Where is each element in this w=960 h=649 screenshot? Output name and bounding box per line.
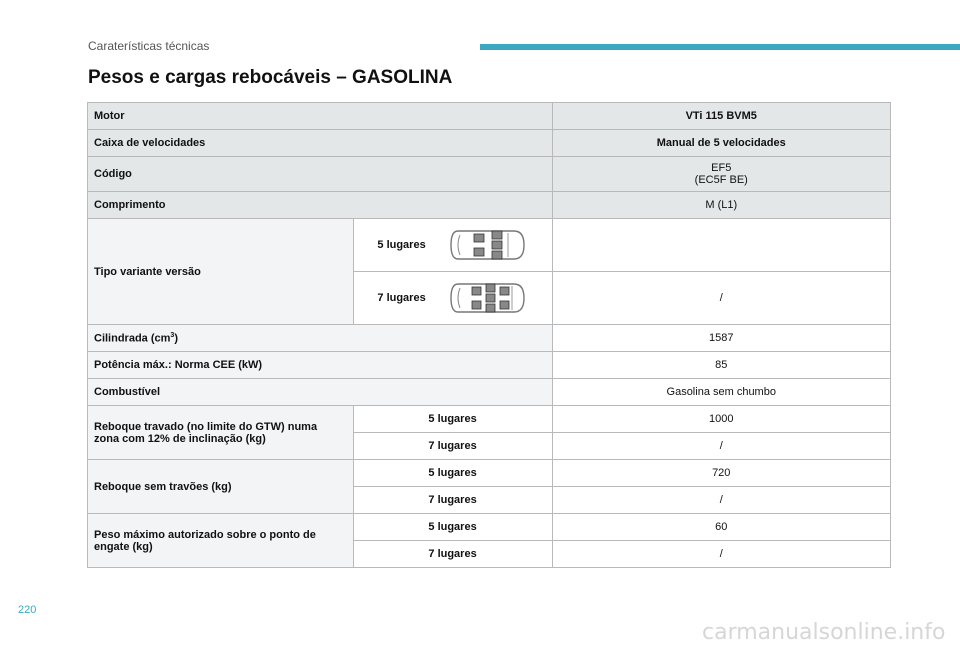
table-row xyxy=(88,192,891,219)
table-row xyxy=(88,219,891,272)
towbar-five-value: 60 xyxy=(552,514,891,541)
displacement-value: 1587 xyxy=(552,325,891,352)
table-row xyxy=(88,103,891,130)
watermark: carmanualsonline.info xyxy=(702,620,946,645)
gearbox-value: Manual de 5 velocidades xyxy=(552,130,891,157)
unbraked-seven-seats: 7 lugares xyxy=(353,487,552,514)
unbraked-five-seats: 5 lugares xyxy=(353,460,552,487)
braked-five-seats: 5 lugares xyxy=(353,406,552,433)
towbar-five-seats: 5 lugares xyxy=(353,514,552,541)
braked-trailer-label-line1: Reboque travado (no limite do GTW) numa xyxy=(94,420,318,433)
towbar-seven-seats: 7 lugares xyxy=(353,541,552,568)
braked-five-value: 1000 xyxy=(552,406,891,433)
van-five-seat-layout-icon xyxy=(448,225,528,265)
variant-five-value xyxy=(552,219,891,272)
towbar-seven-value: / xyxy=(552,541,891,568)
table-row xyxy=(88,460,891,487)
unbraked-seven-value: / xyxy=(552,487,891,514)
variant-label: Tipo variante versão xyxy=(88,219,354,325)
specs-table xyxy=(87,102,891,568)
variant-seven-cell xyxy=(353,272,552,325)
motor-value: VTi 115 BVM5 xyxy=(552,103,891,130)
braked-trailer-label xyxy=(88,406,354,460)
code-value xyxy=(552,157,891,192)
table-row xyxy=(88,352,891,379)
code-value-line2: (EC5F BE) xyxy=(694,174,748,186)
displacement-label xyxy=(88,325,553,352)
displacement-label-sup: 3 xyxy=(170,331,175,339)
variant-seven-value: / xyxy=(552,272,891,325)
length-value: M (L1) xyxy=(552,192,891,219)
table-row xyxy=(88,406,891,433)
motor-label: Motor xyxy=(88,103,553,130)
code-label: Código xyxy=(88,157,553,192)
variant-seven-label: 7 lugares xyxy=(377,292,426,304)
table-row xyxy=(88,130,891,157)
displacement-label-end: ) xyxy=(174,332,178,345)
variant-five-cell xyxy=(353,219,552,272)
towbar-load-label xyxy=(88,514,354,568)
table-row xyxy=(88,514,891,541)
fuel-value: Gasolina sem chumbo xyxy=(552,379,891,406)
length-label: Comprimento xyxy=(88,192,553,219)
towbar-load-label-line2: engate (kg) xyxy=(94,540,153,553)
power-label: Potência máx.: Norma CEE (kW) xyxy=(88,352,553,379)
section-title: Caraterísticas técnicas xyxy=(88,39,210,53)
page-number: 220 xyxy=(18,604,37,616)
section-accent-bar xyxy=(480,44,960,50)
table-row xyxy=(88,157,891,192)
displacement-label-text: Cilindrada (cm xyxy=(94,332,171,345)
code-value-line1: EF5 xyxy=(711,162,732,174)
power-value: 85 xyxy=(552,352,891,379)
braked-seven-value: / xyxy=(552,433,891,460)
unbraked-trailer-label: Reboque sem travões (kg) xyxy=(88,460,354,514)
page-title: Pesos e cargas rebocáveis – GASOLINA xyxy=(88,67,453,88)
fuel-label: Combustível xyxy=(88,379,553,406)
braked-trailer-label-line2: zona com 12% de inclinação (kg) xyxy=(94,432,266,445)
van-seven-seat-layout-icon xyxy=(448,278,528,318)
unbraked-five-value: 720 xyxy=(552,460,891,487)
table-row xyxy=(88,325,891,352)
braked-seven-seats: 7 lugares xyxy=(353,433,552,460)
gearbox-label: Caixa de velocidades xyxy=(88,130,553,157)
table-row xyxy=(88,379,891,406)
variant-five-label: 5 lugares xyxy=(377,239,426,251)
towbar-load-label-line1: Peso máximo autorizado sobre o ponto de xyxy=(94,528,316,541)
